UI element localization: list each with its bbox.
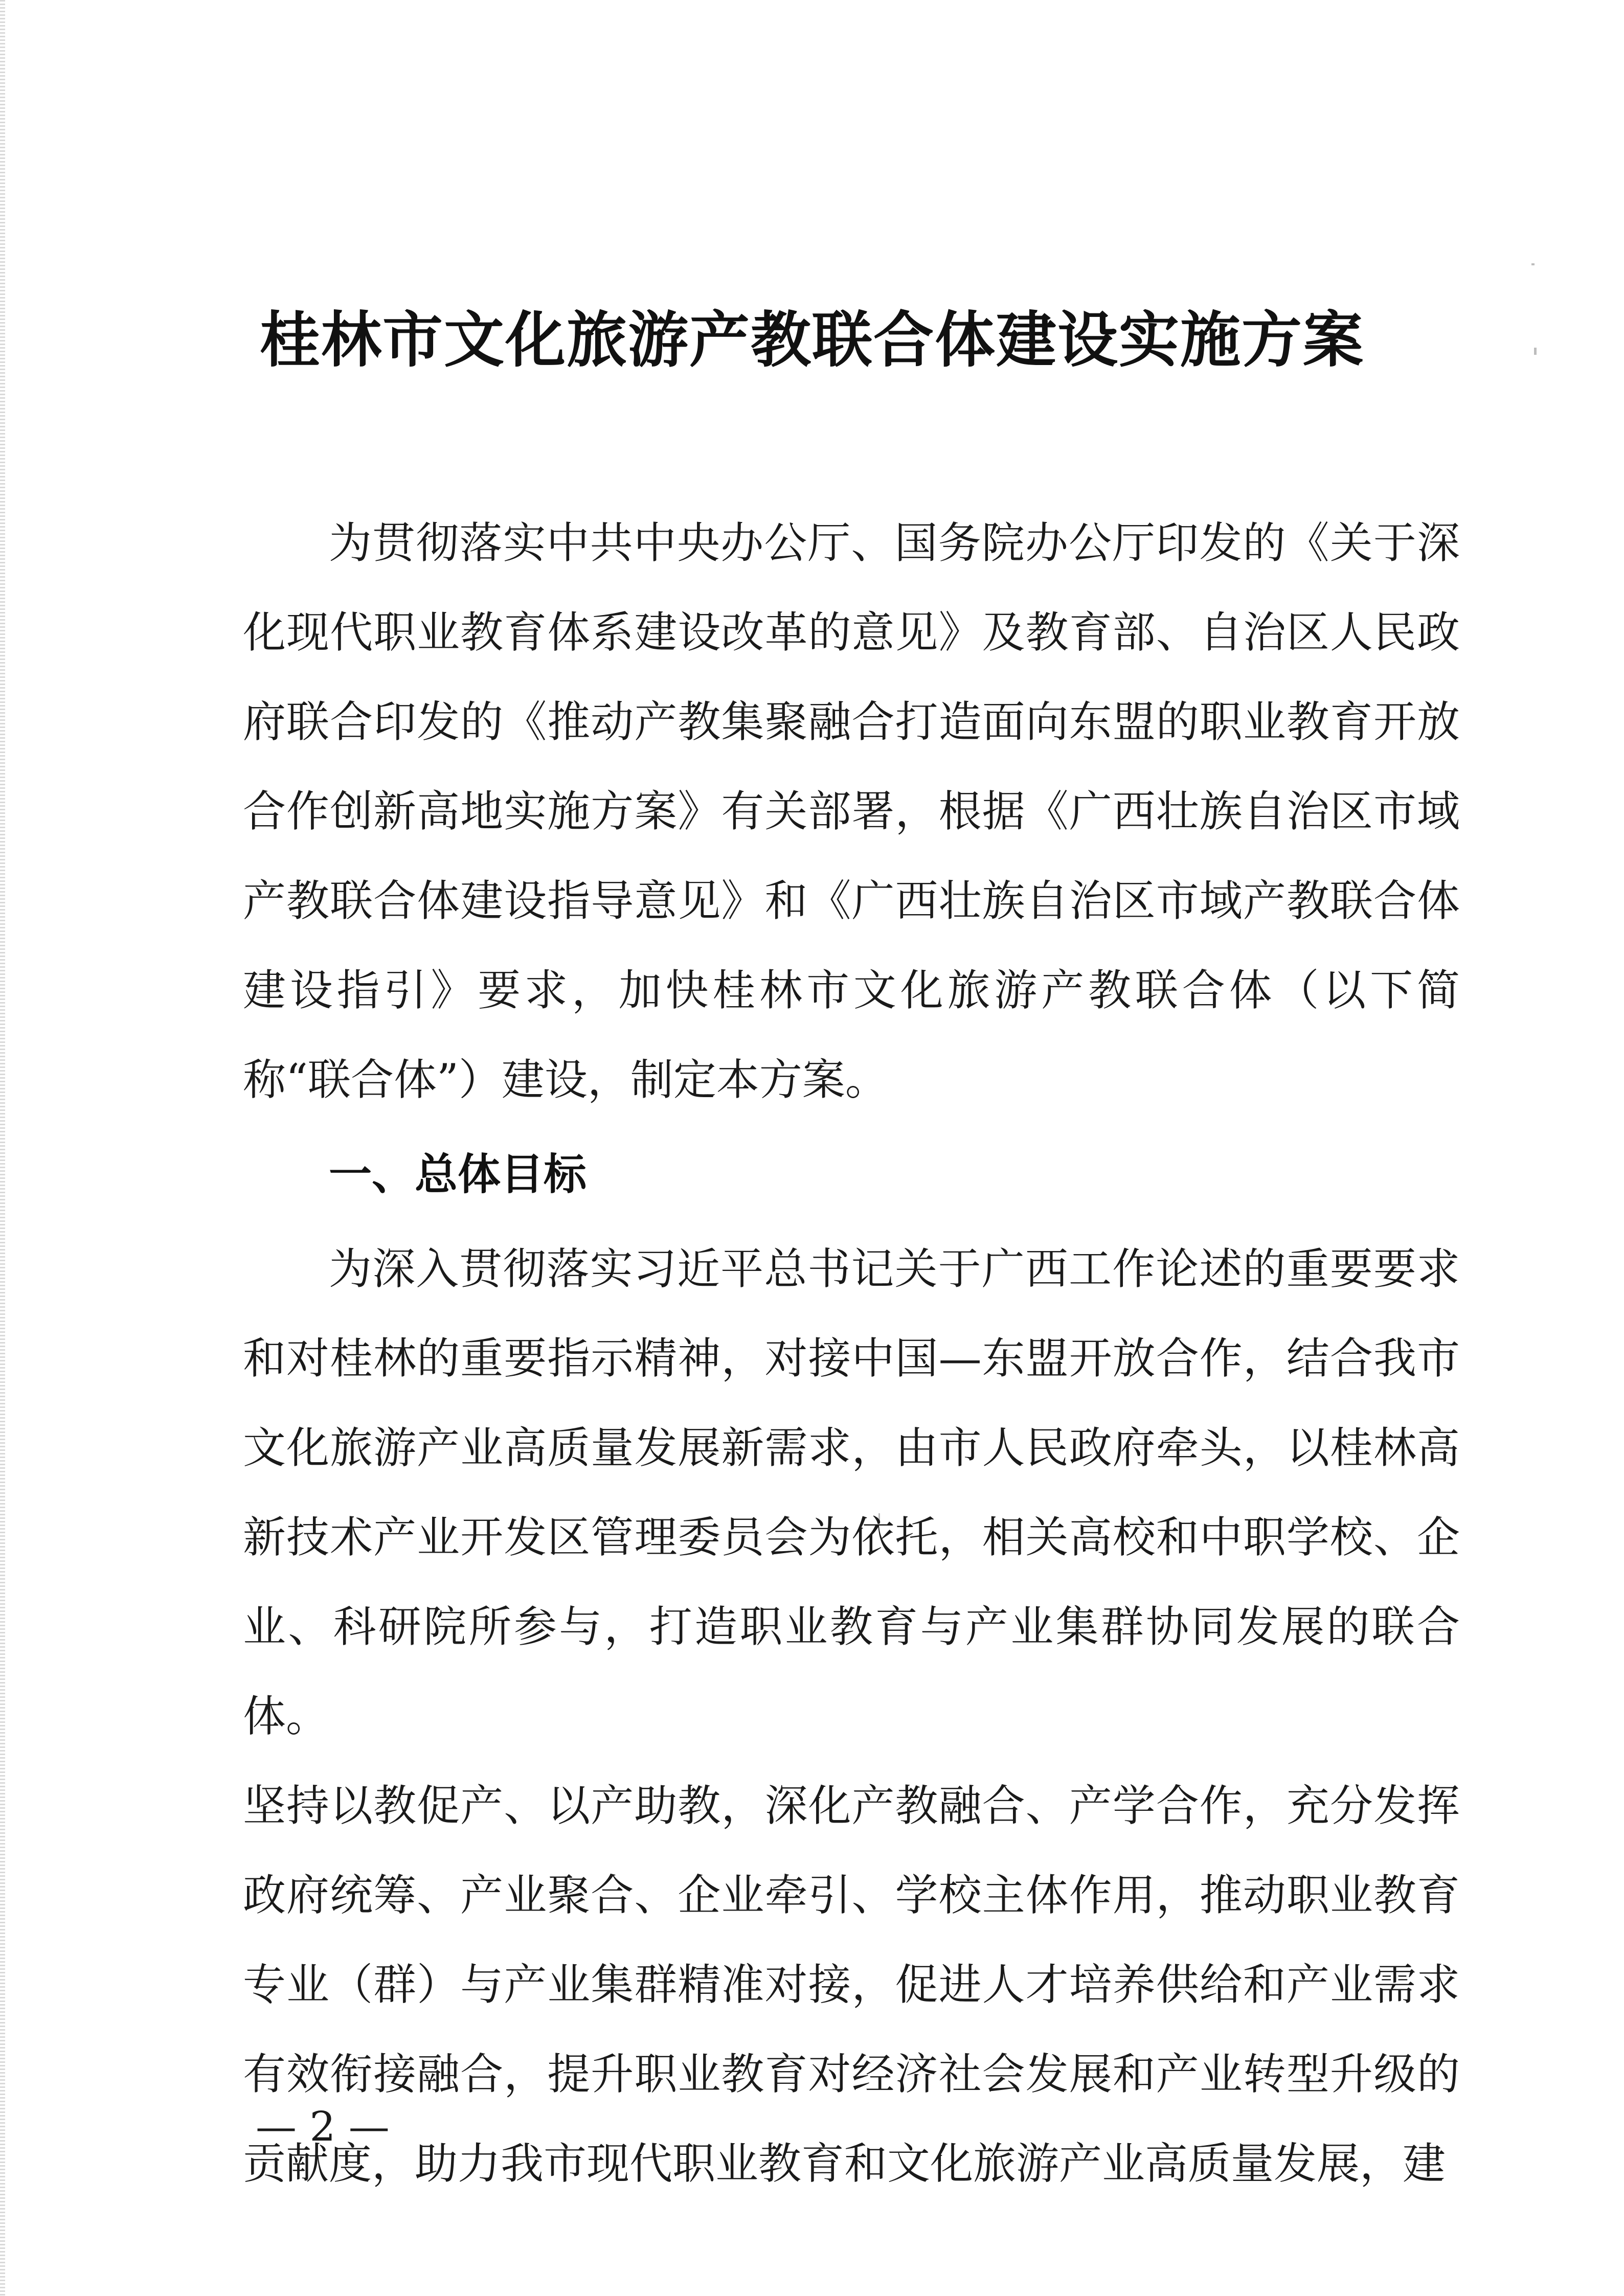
intro-paragraph: 为贯彻落实中共中央办公厅、国务院办公厅印发的《关于深化现代职业教育体系建设改革的意见》及教育部、自治区人民政府联合印发的《推动产教集聚融合打造面向东盟的职业教育开放合作创新高地实施方案》有关部署，根据《广西壮族自治区市域产教联合体建设指导意见》和《广西壮族自治区市域产教联合体建设指引》要求，加快桂林市文化旅游产教联合体（以下简称“联合体”）建设，制定本方案。 — [243, 518, 1460, 1105]
scan-speck — [1531, 263, 1535, 265]
page-number: — 2 — — [256, 2103, 390, 2150]
section-heading: 一、总体目标 — [329, 1149, 587, 1199]
document-body — [243, 498, 1460, 2209]
document-title: 桂林市文化旅游产教联合体建设实施方案 — [259, 304, 1364, 375]
section-paragraph: 为深入贯彻落实习近平总书记关于广西工作论述的重要要求和对桂林的重要指示精神，对接中国—东盟开放合作，结合我市文化旅游产业高质量发展新需求，由市人民政府牵头，以桂林高新技术产业开发区管理委员会为依托，相关高校和中职学校、企业、科研院所参与，打造职业教育与产业集群协同发展的联合体。 — [243, 1244, 1460, 1741]
section-paragraph-continued: 坚持以教促产、以产助教，深化产教融合、产学合作，充分发挥政府统筹、产业聚合、企业牵引、学校主体作用，推动职业教育专业（群）与产业集群精准对接，促进人才培养供给和产业需求有效衔接融合，提升职业教育对经济社会发展和产业转型升级的贡献度，助力我市现代职业教育和文化旅游产业高质量发展，建 — [243, 1781, 1460, 2189]
